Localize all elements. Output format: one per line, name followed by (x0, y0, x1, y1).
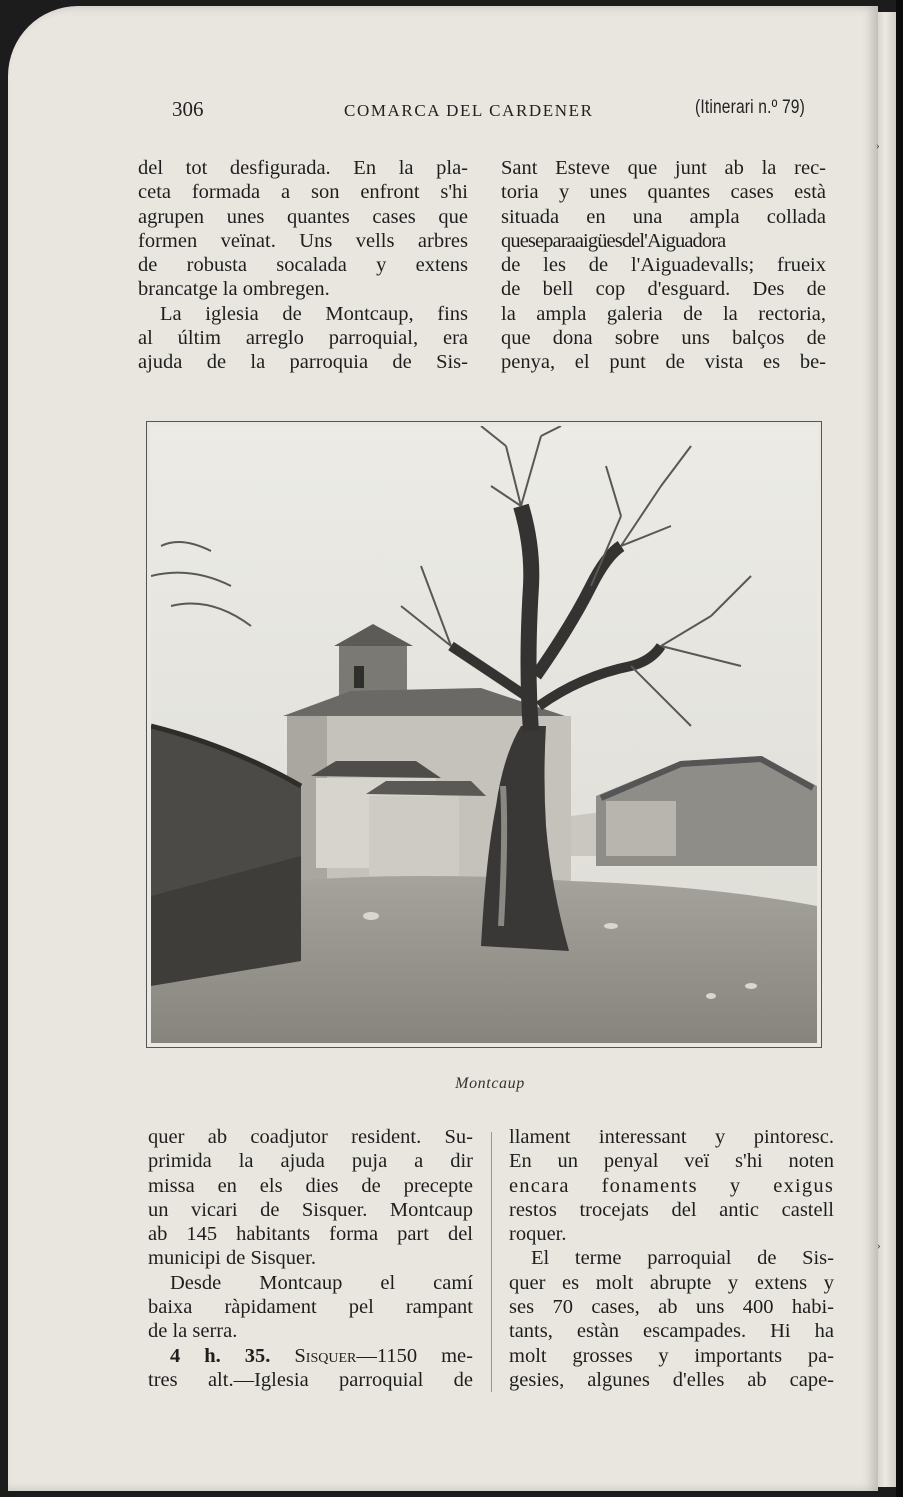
top-right-column (501, 156, 826, 375)
text-line: ab 145 habitants forma part del (148, 1223, 473, 1246)
photograph-montcaup (146, 421, 822, 1048)
text-line: quer es molt abrupte y extens y (509, 1271, 834, 1294)
text-line: agrupen unes quantes cases que (138, 205, 468, 228)
text-line: Desde Montcaup el camí (170, 1271, 473, 1294)
column-divider (491, 1132, 492, 1392)
time-stamp: 4 h. 35. (170, 1344, 271, 1367)
text-line: ceta formada a son enfront s'hi (138, 181, 468, 204)
text-line: En un penyal veï s'hi noten (509, 1150, 834, 1173)
text-line: del tot desfigurada. En la pla- (138, 157, 468, 179)
text-line: al últim arreglo parroquial, era (138, 327, 468, 350)
itinerary-entry-line (148, 1344, 473, 1368)
text-line: molt grosses y importants pa- (509, 1344, 834, 1367)
text-line: toria y unes quantes cases està (501, 181, 826, 204)
text-line: de la serra. (148, 1320, 238, 1343)
text-line: restos trocejats del antic castell (509, 1198, 834, 1221)
text-line: ajuda de la parroquia de Sis- (138, 351, 468, 374)
text-line: gesies, algunes d'elles ab cape- (509, 1368, 834, 1391)
edge-mark: › (877, 1240, 881, 1252)
top-left-column (138, 156, 468, 375)
text-line: de bell cop d'esguard. Des de (501, 278, 826, 301)
text-line: tres alt.—Iglesia parroquial de (148, 1368, 473, 1391)
text-line: La iglesia de Montcaup, fins (160, 302, 468, 325)
scan-border (896, 0, 903, 1497)
place-name: Sisquer (294, 1344, 357, 1367)
text-line: formen veïnat. Uns vells arbres (138, 229, 468, 252)
church-and-tree-photo (151, 426, 817, 1043)
text-line: de les de l'Aiguadevalls; frueix (501, 254, 826, 277)
text-line: queseparaaigüesdel'Aiguadora (501, 229, 726, 252)
text-line: municipi de Sisquer. (148, 1247, 316, 1270)
text-line: que dona sobre uns balços de (501, 327, 826, 350)
text-line: penya, el punt de vista es be- (501, 351, 826, 374)
text-line: roquer. (509, 1223, 567, 1246)
bottom-left-column (148, 1125, 473, 1392)
text-line: un vicari de Sisquer. Montcaup (148, 1198, 473, 1221)
altitude-text: —1150 me- (356, 1344, 473, 1367)
text-line: tants, estàn escampades. Hi ha (509, 1320, 834, 1343)
text-line: de robusta socalada y extens (138, 254, 468, 277)
text-line: situada en una ampla collada (501, 205, 826, 228)
text-line: la ampla galeria de la rectoria, (501, 302, 826, 325)
text-line: ses 70 cases, ab uns 400 habi- (509, 1296, 834, 1319)
edge-mark: › (876, 140, 880, 152)
adjacent-page-edge (878, 12, 896, 1487)
text-line: encara fonaments y exigus (509, 1174, 834, 1197)
page-number: 306 (172, 97, 204, 121)
running-title: COMARCA DEL CARDENER (344, 101, 594, 120)
itinerary-reference: (Itinerari n.º 79) (695, 97, 805, 118)
text-line: quer ab coadjutor resident. Su- (148, 1126, 473, 1148)
text-line: baixa ràpidament pel rampant (148, 1296, 473, 1319)
text-line: Sant Esteve que junt ab la rec- (501, 157, 826, 179)
text-line: brancatge la ombregen. (138, 278, 330, 301)
text-line: El terme parroquial de Sis- (531, 1247, 834, 1270)
text-line: primida la ajuda puja a dir (148, 1150, 473, 1173)
bottom-right-column (509, 1125, 834, 1392)
text-line: missa en els dies de precepte (148, 1174, 473, 1197)
figure-caption: Montcaup (455, 1075, 525, 1092)
text-line: llament interessant y pintoresc. (509, 1126, 834, 1148)
